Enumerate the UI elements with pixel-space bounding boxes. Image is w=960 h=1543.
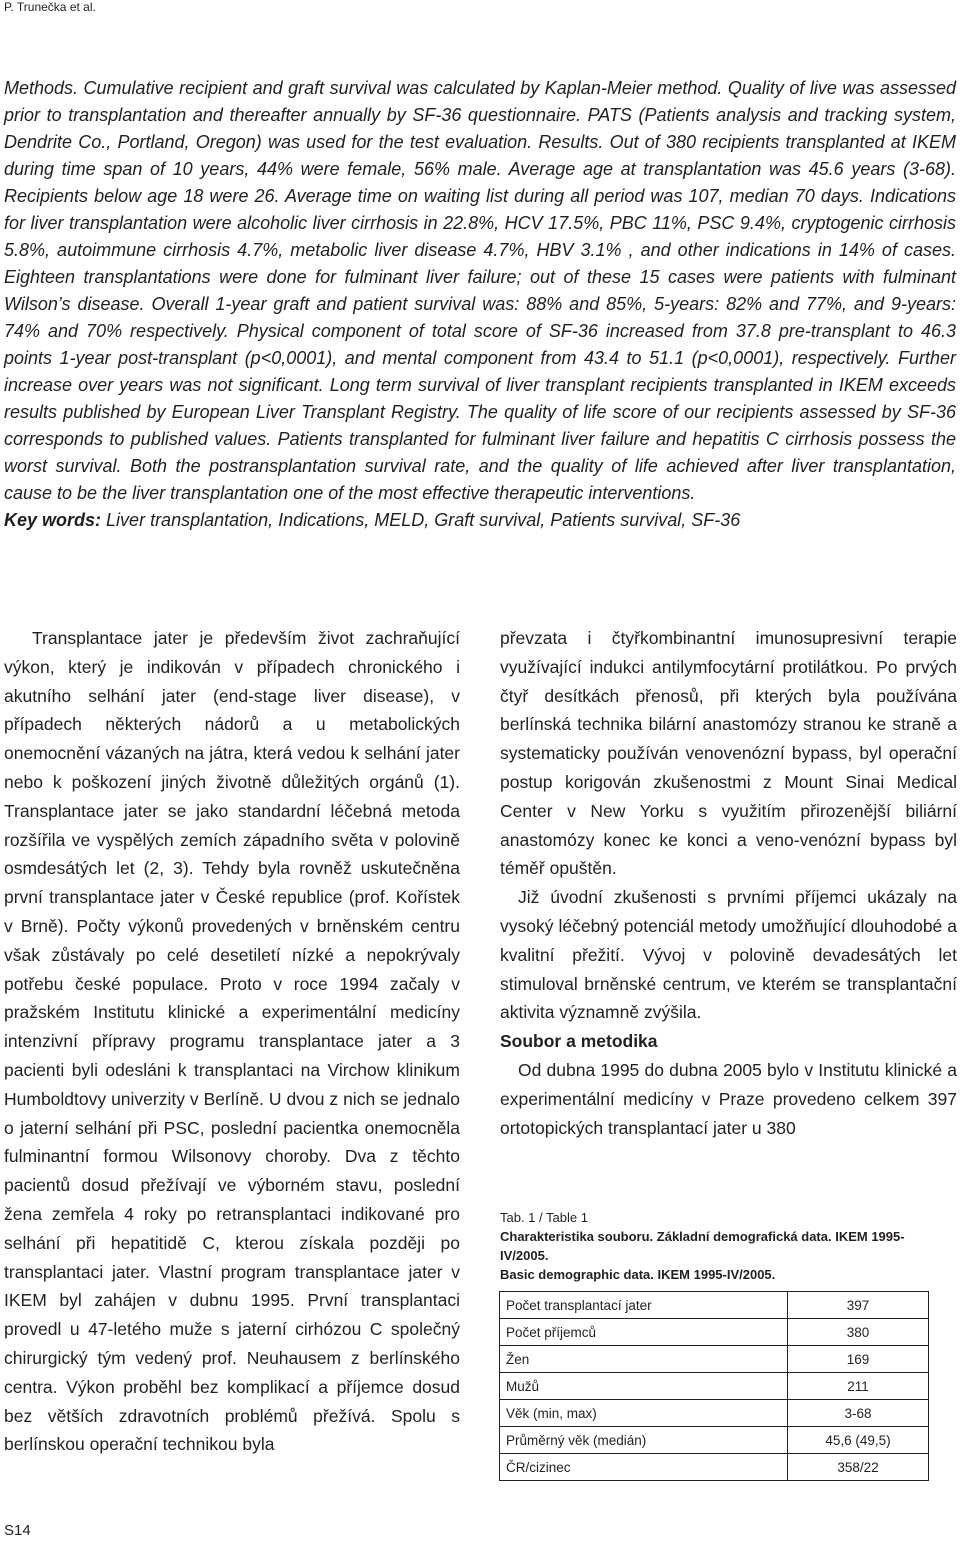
row-value: 358/22 <box>788 1454 929 1481</box>
demographics-table <box>499 1291 929 1481</box>
keywords <box>4 507 956 534</box>
keywords-label: Key words: <box>4 510 102 530</box>
right-paragraph-2: Již úvodní zkušenosti s prvními příjemci ukázaly na vysoký léčebný potenciál metody umožňující dlouhodobé a kvalitní přežití. Vývoj v polovině devadesátých let stimuloval brněnské centrum, ve kterém se transplantační aktivita významně zvýšila. <box>500 887 957 1023</box>
row-value: 380 <box>788 1319 929 1346</box>
row-label: Počet příjemců <box>500 1319 788 1346</box>
row-value: 169 <box>788 1346 929 1373</box>
row-label: Počet transplantací jater <box>500 1292 788 1319</box>
row-value: 211 <box>788 1373 929 1400</box>
left-column <box>4 624 460 1459</box>
row-value: 3-68 <box>788 1400 929 1427</box>
table-row <box>500 1319 929 1346</box>
table-row <box>500 1373 929 1400</box>
row-value: 397 <box>788 1292 929 1319</box>
table-row <box>500 1454 929 1481</box>
table-label: Tab. 1 / Table 1 <box>500 1210 588 1225</box>
page-number: S14 <box>4 1522 31 1539</box>
row-label: Mužů <box>500 1373 788 1400</box>
right-paragraph-1: převzata i čtyřkombinantní imunosupresivní terapie využívající indukci antilymfocytární protilátkou. Po prvých čtyř desítkách přenosů, při kterých byla používána berlínská technika bilární anastomózy stranou ke straně a systematicky používán venovenózní bypass, byl operační postup korigován zkušenostmi z Mount Sinai Medical Center v New Yorku s využitím přirozenější biliární anastomózy konec ke konci a veno-venózní bypass byl téměř opuštěn. <box>500 628 957 879</box>
abstract <box>4 75 956 534</box>
table-row <box>500 1400 929 1427</box>
row-label: ČR/cizinec <box>500 1454 788 1481</box>
section-heading-methods: Soubor a metodika <box>500 1031 658 1052</box>
table-title-cz: Charakteristika souboru. Základní demografická data. IKEM 1995-IV/2005. <box>500 1229 905 1263</box>
right-column <box>500 624 957 1142</box>
running-head: P. Trunečka et al. <box>4 0 96 14</box>
keywords-list: Liver transplantation, Indications, MELD, Graft survival, Patients survival, SF-36 <box>106 510 741 530</box>
intro-paragraph: Transplantace jater je především život zachraňující výkon, který je indikován v případech chronického i akutního selhání jater (end-stage liver disease), v případech některých nádorů a u metabolických onemocnění vázaných na játra, která vedou k selhání jater nebo k poškození jiných životně důležitých orgánů (1). Transplantace jater se jako standardní léčebná metoda rozšířila ve vyspělých zemích západního světa v polovině osmdesátých let (2, 3). Tehdy byla rovněž uskutečněna první transplantace jater v České republice (prof. Kořístek v Brně). Počty výkonů provedených v brněnském centru však zůstávaly po celé desetiletí nízké a nepokrývaly potřebu české populace. Proto v roce 1994 začaly v pražském Institutu klinické a experimentální medicíny intenzivní přípravy programu transplantace jater a 3 pacienti byli odesláni k transplantaci na Virchow klinikum Humboldtovy univerzity v Berlíně. U dvou z nich se jednalo o jaterní selhání při PSC, poslední pacientka onemocněla fulminantní formou Wilsonovy choroby. Dva z těchto pacientů dosud přežívají ve výborném stavu, poslední žena zemřela 4 roky po retransplantaci indikované pro selhání při hepatitidě C, kterou získala později po transplantaci jater. Vlastní program transplantace jater v IKEM byl zahájen v dubnu 1995. První transplantaci provedl u 47-letého muže s jaterní cirhózou C společný chirurgický tým vedený prof. Neuhausem z berlínského centra. Výkon proběhl bez komplikací a příjemce dosud bez větších zdravotních problémů přežívá. Spolu s berlínskou operační technikou byla <box>4 628 460 1455</box>
row-label: Věk (min, max) <box>500 1400 788 1427</box>
table-caption <box>500 1208 940 1284</box>
abstract-text: Methods. Cumulative recipient and graft survival was calculated by Kaplan-Meier method. Quality of live was assessed prior to transplantation and thereafter annually by SF-36 questionnaire. PATS (Patients analysis and tracking system, Dendrite Co., Portland, Oregon) was used for the test evaluation. Results. Out of 380 recipients transplanted at IKEM during time span of 10 years, 44% were female, 56% male. Average age at transplantation was 45.6 years (3-68). Recipients below age 18 were 26. Average time on waiting list during all period was 107, median 70 days. Indications for liver transplantation were alcoholic liver cirrhosis in 22.8%, HCV 17.5%, PBC 11%, PSC 9.4%, cryptogenic cirrhosis 5.8%, autoimmune cirrhosis 4.7%, metabolic liver disease 4.7%, HBV 3.1% , and other indications in 14% of cases. Eighteen transplantations were done for fulminant liver failure; out of these 15 cases were patients with fulminant Wilson’s disease. Overall 1-year graft and patient survival was: 88% and 85%, 5-years: 82% and 77%, and 9-years: 74% and 70% respectively. Physical component of total score of SF-36 increased from 37.8 pre-transplant to 46.3 points 1-year post-transplant (p<0,0001), and mental component from 43.4 to 51.1 (p<0,0001), respectively. Further increase over years was not significant. Long term survival of liver transplant recipients transplanted in IKEM exceeds results published by European Liver Transplant Registry. The quality of life score of our recipients assessed by SF-36 corresponds to published values. Patients transplanted for fulminant liver failure and hepatitis C cirrhosis possess the worst survival. Both the postransplantation survival rate, and the quality of life achieved after liver transplantation, cause to be the liver transplantation one of the most effective therapeutic interventions. <box>4 78 956 503</box>
row-label: Průměrný věk (medián) <box>500 1427 788 1454</box>
table-row <box>500 1346 929 1373</box>
right-paragraph-3: Od dubna 1995 do dubna 2005 bylo v Institutu klinické a experimentální medicíny v Praze provedeno celkem 397 ortotopických transplantací jater u 380 <box>500 1059 957 1138</box>
table-title-en: Basic demographic data. IKEM 1995-IV/2005. <box>500 1267 776 1282</box>
table-row <box>500 1292 929 1319</box>
table-row <box>500 1427 929 1454</box>
row-label: Žen <box>500 1346 788 1373</box>
row-value: 45,6 (49,5) <box>788 1427 929 1454</box>
